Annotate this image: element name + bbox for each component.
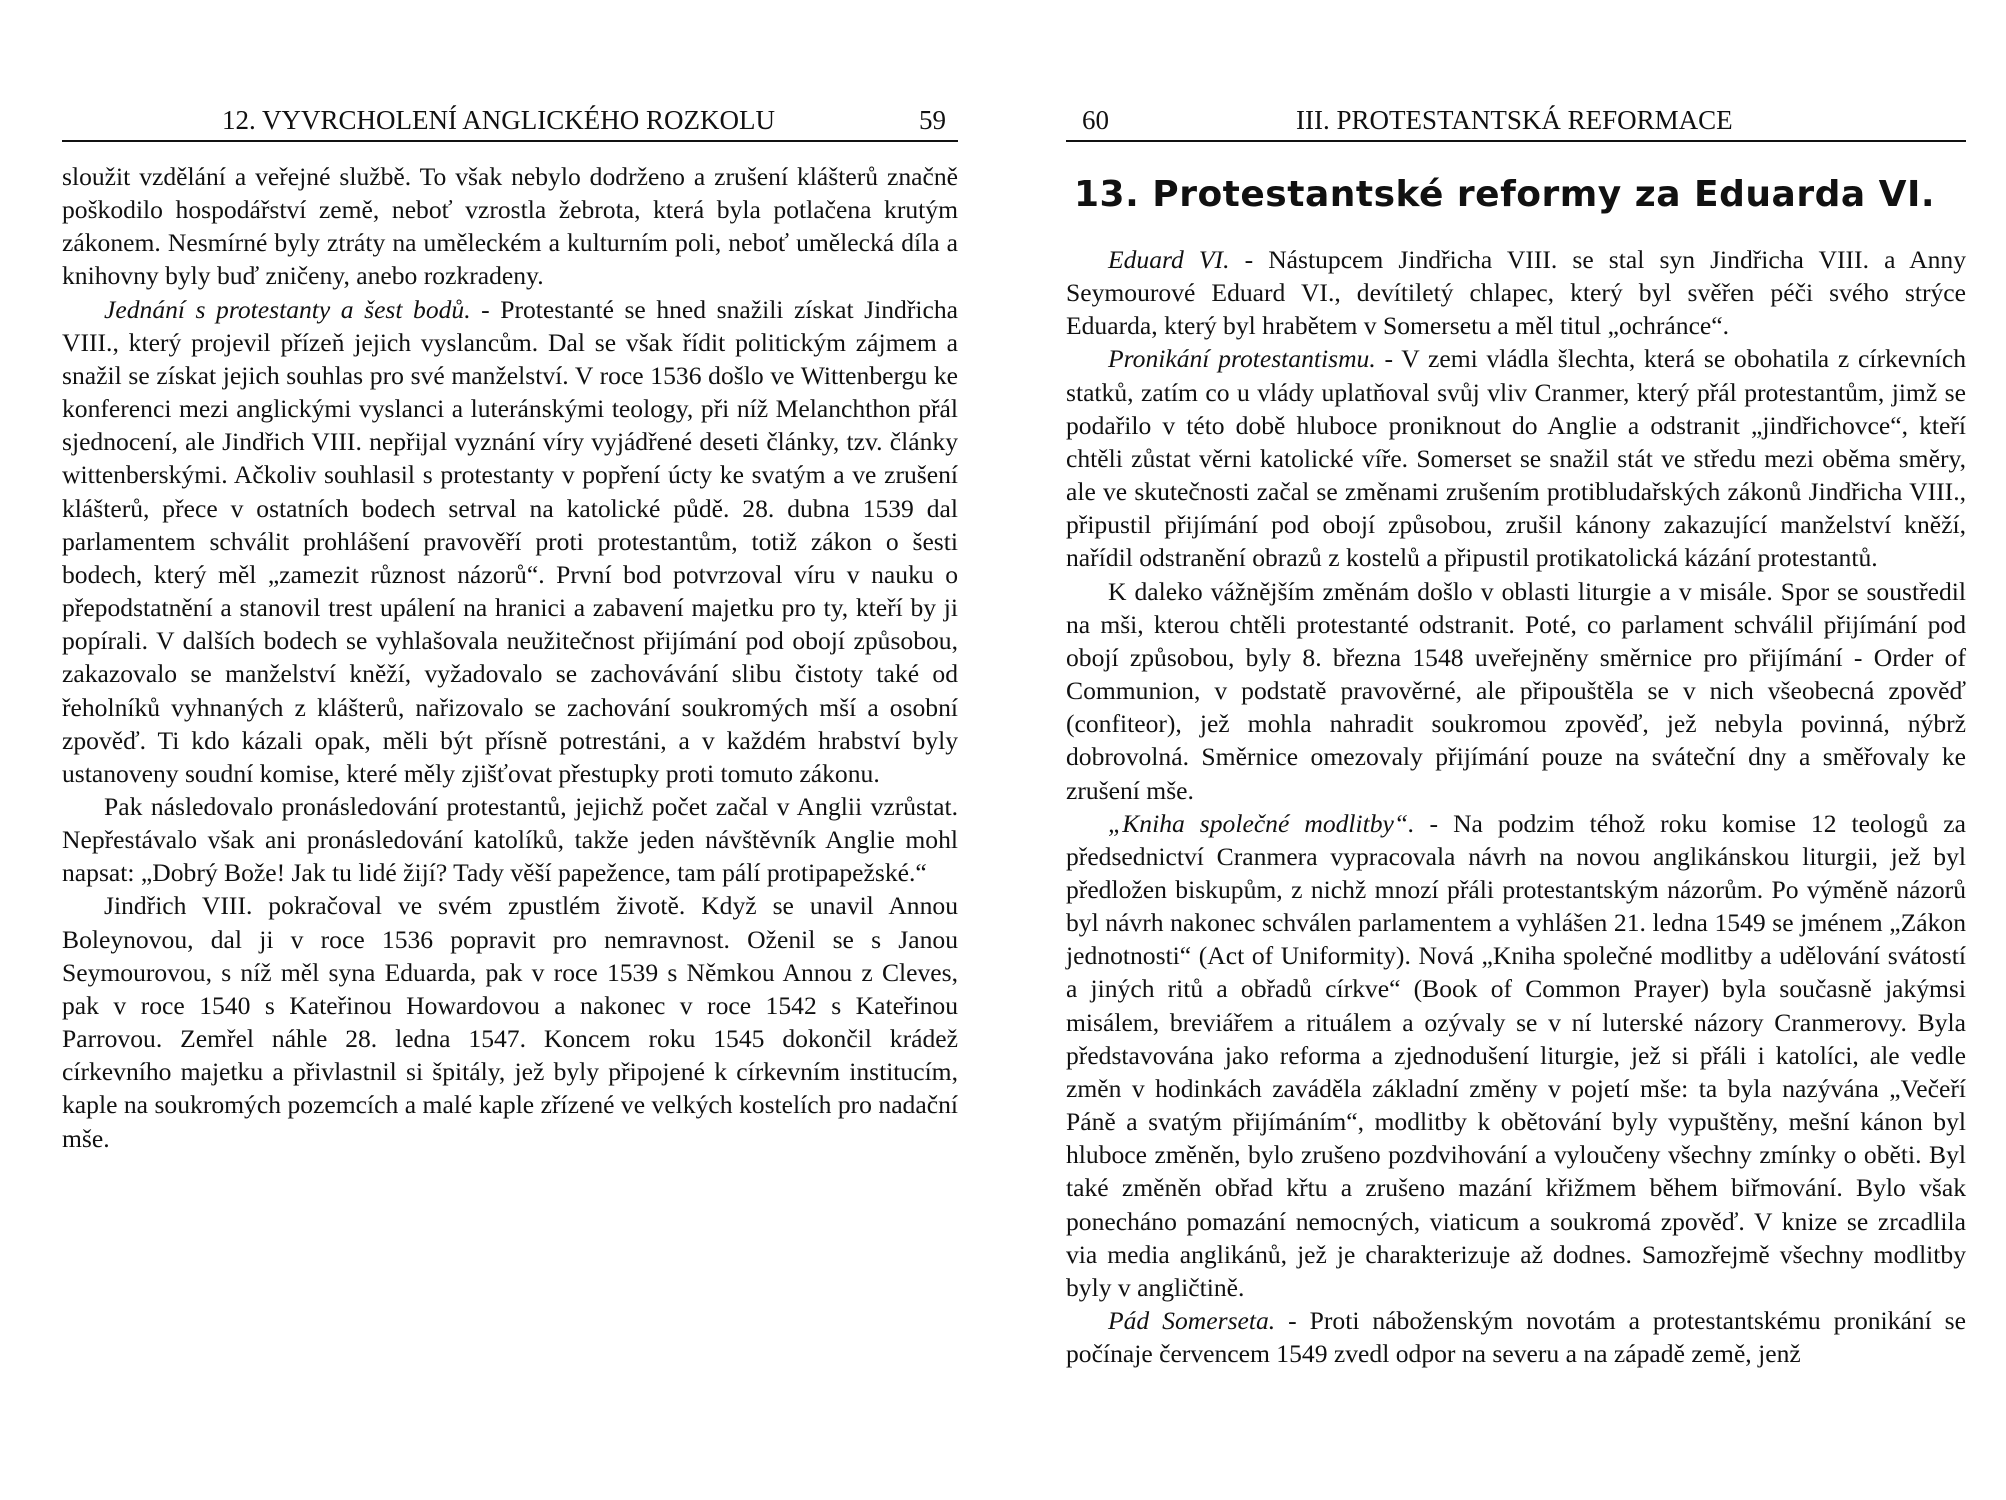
chapter-title: 13. Protestantské reformy za Eduarda VI. (1074, 174, 1936, 215)
paragraph-heading: Pád Somerseta. (1108, 1306, 1276, 1335)
right-page-number: 60 (1082, 105, 1109, 135)
paragraph-heading: Jednání s protestanty a šest bodů. (104, 294, 471, 324)
paragraph-text: - Protestanté se hned snažili získat Jindřicha VIII., který projevil přízeň jejich vyslancům. Dal se však řídit politickým zájmem a snažil se získat jejich souhlas pro své manželství. V roce 1536 došlo ve Wittenbergu ke konferenci mezi anglickými vyslanci a luteránskými teology, při níž Melanchthon přál sjednocení, ale Jindřich VIII. nepřijal vyznání víry vyjádřené deseti články, tzv. články wittenberskými. Ačkoliv souhlasil s protestanty v popření úcty ke svatým a ve zrušení klášterů, přece v ostatních bodech setrval na katolické půdě. 28. dubna 1539 dal parlamentem schválit prohlášení pravověří proti protestantům, totiž zákon o šesti bodech, který měl „zamezit různost názorů“. První bod potvrzoval víru v nauku o přepodstatnění a stanovil trest upálení na hranici a zabavení majetku pro ty, kteří by ji popírali. V dalších bodech se vyhlašovala neužitečnost přijímání pod obojí způsobou, zakazovalo se manželství kněží, vyžadovalo se zachovávání slibu čistoty také od řeholníků vyhnaných z klášterů, nařizovalo se zachování soukromých mší a osobní zpověď. Ti kdo kázali opak, měli být přísně potrestáni, a v každém hrabství byly ustanoveny soudní komise, které měly zjišťovat přestupky proti tomuto zákonu. (62, 294, 958, 788)
paragraph-text: - V zemi vládla šlechta, která se obohatila z církevních statků, zatím co u vlády uplatňoval svůj vliv Cranmer, který přál protestantům, jimž se podařilo v této době hluboce proniknout do Anglie a odstranit „jindřichovce“, kteří chtěli zůstat věrni katolické víře. Somerset se snažil stát ve středu mezi oběma směry, ale ve skutečnosti začal se změnami zrušením protibludařských zákonů Jindřicha VIII., připustil přijímání pod obojí způsobou, zrušil kánony zakazující manželství kněží, nařídil odstranění obrazů z kostelů a připustil protikatolická kázání protestantů. (1066, 344, 1966, 573)
paragraph (1066, 1304, 1966, 1370)
paragraph (1066, 243, 1966, 342)
left-page-number: 59 (919, 105, 946, 135)
paragraph-text: - Na podzim téhož roku komise 12 teologů za předsednictví Cranmera vypracovala návrh na novou anglikánskou liturgii, jež byl předložen biskupům, z nichž mnozí přáli protestantským názorům. Po výměně názorů byl návrh nakonec schválen parlamentem a vyhlášen 21. ledna 1549 se jménem „Zákon jednotnosti“ (Act of Uniformity). Nová „Kniha společné modlitby a udělování svátostí a jiných ritů a obřadů církve“ (Book of Common Prayer) byla současně jakýmsi misálem, breviářem a rituálem a ozývaly se v ní luterské názory Cranmerovy. Byla představována jako reforma a zjednodušení liturgie, jež si přáli i katolíci, ale vedle změn v hodinkách zaváděla základní změny v pojetí mše: ta byla nazývána „Večeří Páně a svatým přijímáním“, modlitby k obětování byly vypuštěny, mešní kánon byl hluboce změněn, bylo zrušeno pozdvihování a vyloučeny všechny zmínky o oběti. Byl také změněn obřad křtu a zrušeno mazání křižmem během biřmování. Bylo však ponecháno pomazání nemocných, viaticum a soukromá zpověď. V knize se zrcadlila via media anglikánů, jež je charakterizuje až dodnes. Samozřejmě všechny modlitby byly v angličtině. (1066, 808, 1967, 1302)
right-body-text (1066, 243, 1966, 1370)
paragraph (62, 293, 958, 790)
paragraph (62, 160, 958, 293)
paragraph-text: - Nástupcem Jindřicha VIII. se stal syn Jindřicha VIII. a Anny Seymourové Eduard VI., devítiletý chlapec, který byl svěřen péči svého strýce Eduarda, který byl hrabětem v Somersetu a měl titul „ochránce“. (1066, 245, 1966, 341)
left-body-text (62, 160, 958, 1155)
paragraph-heading: Pronikání protestantismu. (1108, 344, 1376, 374)
paragraph (62, 889, 958, 1154)
paragraph-text: Pak následovalo pronásledování protestantů, jejichž počet začal v Anglii vzrůstat. Nepřestávalo však ani pronásledování katolíků, takže jeden návštěvník Anglie mohl napsat: „Dobrý Bože! Jak tu lidé žijí? Tady věší papežence, tam pálí protipapežské.“ (62, 791, 958, 888)
paragraph (1066, 342, 1966, 574)
paragraph-text: sloužit vzdělání a veřejné službě. To však nebylo dodrženo a zrušení klášterů značně poškodilo hospodářství země, neboť vzrostla žebrota, která byla potlačena krutým zákonem. Nesmírné byly ztráty na uměleckém a kulturním poli, neboť umělecká díla a knihovny byly buď zničeny, anebo rozkradeny. (62, 162, 958, 291)
paragraph-heading: Eduard VI. (1108, 245, 1230, 274)
left-running-head (62, 100, 958, 142)
paragraph-text: Jindřich VIII. pokračoval ve svém zpustlém životě. Když se unavil Annou Boleynovou, dal ji v roce 1536 popravit pro nemravnost. Oženil se s Janou Seymourovou, s níž měl syna Eduarda, pak v roce 1539 s Němkou Annou z Cleves, pak v roce 1540 s Kateřinou Howardovou a nakonec v roce 1542 s Kateřinou Parrovou. Zemřel náhle 28. ledna 1547. Koncem roku 1545 dokončil krádež církevního majetku a přivlastnil si špitály, jež byly připojené k církevním institucím, kaple na soukromých pozemcích a malé kaple zřízené ve velkých kostelích pro nadační mše. (62, 891, 958, 1153)
right-running-title: III. PROTESTANTSKÁ REFORMACE (1296, 105, 1733, 135)
paragraph (62, 790, 958, 889)
paragraph-text: - Proti náboženským novotám a protestantskému pronikání se počínaje červencem 1549 zvedl odpor na severu a na západě země, jenž (1066, 1306, 1966, 1369)
paragraph-heading: „Kniha společné modlitby“. (1108, 808, 1415, 838)
paragraph (1066, 575, 1966, 807)
left-running-title: 12. VYVRCHOLENÍ ANGLICKÉHO ROZKOLU (222, 105, 775, 135)
paragraph (1066, 807, 1966, 1304)
paragraph-text: K daleko vážnějším změnám došlo v oblasti liturgie a v misále. Spor se soustředil na mši, kterou chtěli protestanté odstranit. Poté, co parlament schválil přijímání pod obojí způsobou, byly 8. března 1548 uveřejněny směrnice pro přijímání - Order of Communion, v podstatě pravověrné, ale připouštěla se v nich všeobecná zpověď (confiteor), jež mohla nahradit soukromou zpověď, jež nebyla povinná, nýbrž dobrovolná. Směrnice omezovaly přijímání pouze na sváteční dny a směřovaly ke zrušení mše. (1066, 576, 1966, 805)
right-running-head (1066, 100, 1966, 142)
